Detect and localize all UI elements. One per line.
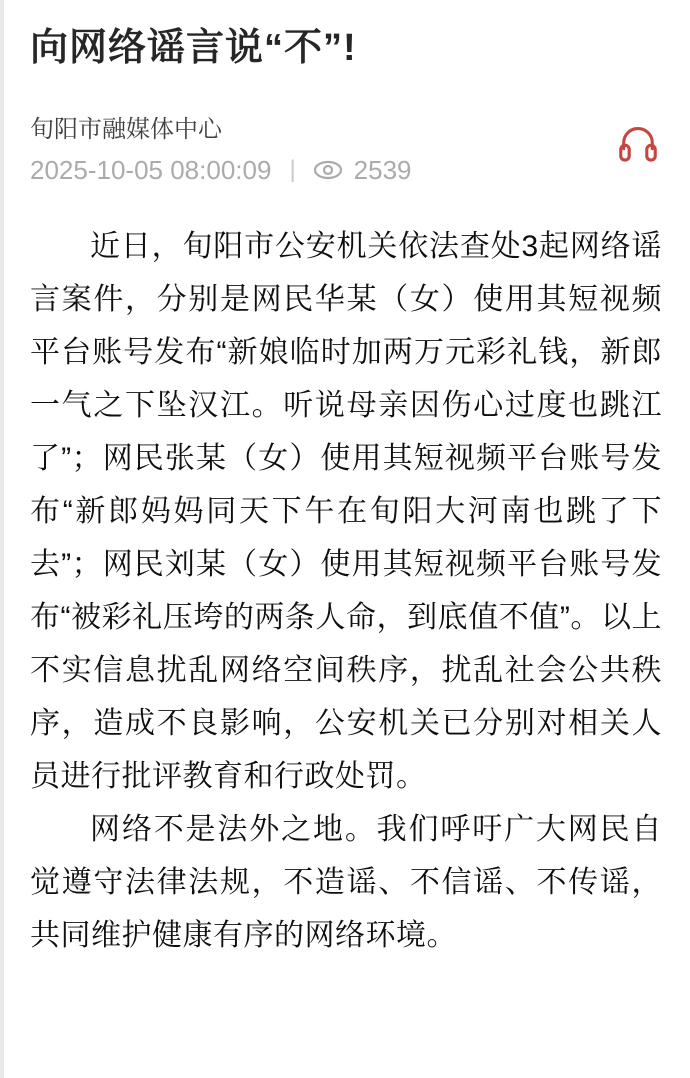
article-body (30, 220, 662, 962)
publish-timestamp: 2025-10-05 08:00:09 (30, 154, 272, 185)
view-count: 2539 (353, 154, 412, 185)
article-title: 向网络谣言说“不”! (30, 27, 357, 69)
eye-icon (312, 158, 344, 182)
article-source: 旬阳市融媒体中心 (30, 115, 222, 143)
headphones-icon (616, 120, 660, 170)
body-paragraph: 近日，旬阳市公安机关依法查处3起网络谣言案件，分别是网民华某（女）使用其短视频平台账号发布“新娘临时加两万元彩礼钱，新郎一气之下坠汉江。听说母亲因伤心过度也跳江了”；网民张某（女）使用其短视频平台账号发布“新郎妈妈同天下午在旬阳大河南也跳了下去”；网民刘某（女）使用其短视频平台账号发布“被彩礼压垮的两条人命，到底值不值”。以上不实信息扰乱网络空间秩序，扰乱社会公共秩序，造成不良影响，公安机关已分别对相关人员进行批评教育和行政处罚。 (30, 229, 662, 793)
meta-separator: | (289, 156, 296, 184)
page-left-edge (0, 0, 4, 1078)
listen-audio-button[interactable] (616, 120, 660, 170)
article-meta-row (30, 155, 662, 186)
view-counter (312, 155, 412, 186)
body-paragraph: 网络不是法外之地。我们呼吁广大网民自觉遵守法律法规，不造谣、不信谣、不传谣，共同维护健康有序的网络环境。 (30, 812, 662, 952)
article-byline-block (30, 114, 662, 186)
